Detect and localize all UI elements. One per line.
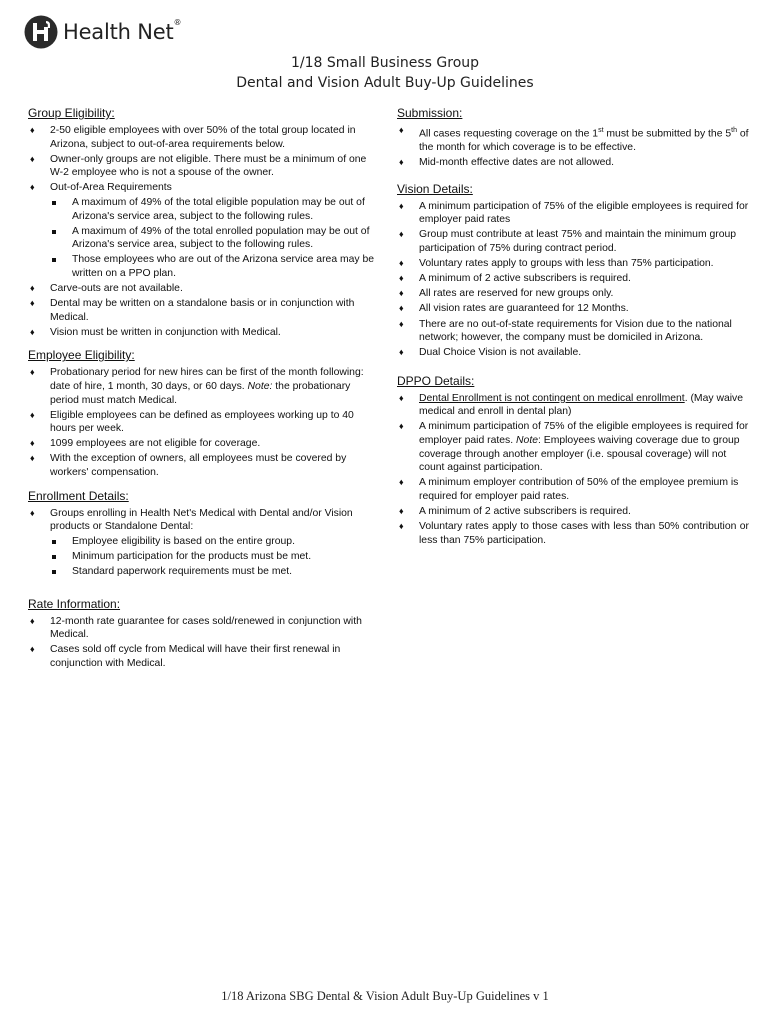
list-item: ♦ Dual Choice Vision is not available.: [397, 346, 749, 360]
section-heading: Rate Information:: [28, 596, 121, 611]
list-item: ♦ Voluntary rates apply to groups with less than 75% participation.: [397, 257, 749, 271]
section-heading: Group Eligibility:: [28, 106, 115, 120]
health-net-logo: [24, 15, 181, 49]
page-footer: 1/18 Arizona SBG Dental & Vision Adult Buy-Up Guidelines v 1: [221, 989, 549, 1003]
list-item: ♦ Groups enrolling in Health Net's Medical with Dental and/or Vision products or Standalone Dental: Employee eligibility is based on the entire group. Minimum participation for the products must be met. Standard paperwork requirements must be met.: [28, 507, 378, 579]
section-heading: Employee Eligibility:: [28, 348, 135, 363]
list-item: ♦ Vision must be written in conjunction with Medical.: [28, 326, 378, 340]
list-item: ♦ A minimum participation of 75% of the eligible employees is required for employer paid rates. Note: Employees waiving coverage due to group coverage through another employer (i.e. spousal coverage) will not count against participation.: [397, 420, 749, 474]
sub-list-item: A maximum of 49% of the total enrolled population may be out of Arizona's service area, subject to the following rules.: [50, 225, 378, 252]
list-item: ♦ Cases sold off cycle from Medical will have their first renewal in conjunction with Medical.: [28, 643, 378, 670]
group-eligibility-section: [28, 106, 378, 339]
list-item: ♦ Group must contribute at least 75% and maintain the minimum group participation of 75% during contract period.: [397, 228, 749, 255]
dppo-details-section: [397, 374, 749, 548]
sub-list-item: Employee eligibility is based on the entire group.: [50, 535, 378, 549]
submission-section: [397, 106, 749, 170]
section-heading: Vision Details:: [397, 181, 473, 196]
list-item: ♦ Carve-outs are not available.: [28, 282, 378, 296]
list-item: ♦ Out-of-Area Requirements A maximum of 49% of the total eligible population may be out of Arizona's service area, subject to the following rules. A maximum of 49% of the total enrolled population may be out of Arizona's service area, subject to the following rules. Those employees who are out of the Arizona service area may be written on a PPO plan.: [28, 181, 378, 280]
list-item: ♦ 2-50 eligible employees with over 50% of the total group located in Arizona, subject to out-of-area requirements below.: [28, 124, 378, 151]
vision-details-section: [397, 182, 749, 360]
list-item: ♦ A minimum employer contribution of 50% of the employee premium is required for employer paid rates.: [397, 476, 749, 503]
section-heading: DPPO Details:: [397, 373, 475, 388]
rate-information-section: [28, 597, 378, 671]
sub-list-item: Minimum participation for the products must be met.: [50, 550, 378, 564]
page-title: [0, 53, 770, 93]
section-heading: Enrollment Details:: [28, 488, 129, 503]
sub-list-item: A maximum of 49% of the total eligible population may be out of Arizona's service area, subject to the following rules.: [50, 196, 378, 223]
list-item: ♦ A minimum of 2 active subscribers is required.: [397, 505, 749, 519]
registered-mark: ®: [173, 18, 182, 27]
title-line-2: Dental and Vision Adult Buy-Up Guidelines: [236, 75, 534, 91]
list-item: ♦ Owner-only groups are not eligible. There must be a minimum of one W-2 employee who is not a spouse of the owner.: [28, 153, 378, 180]
list-item: ♦ A minimum participation of 75% of the eligible employees is required for employer paid rates: [397, 200, 749, 227]
list-item: ♦ Dental may be written on a standalone basis or in conjunction with Medical.: [28, 297, 378, 324]
section-heading: Submission:: [397, 106, 463, 120]
list-item: ♦ Probationary period for new hires can be first of the month following: date of hire, 1 month, 30 days, or 60 days. Note: the probationary period must match Medical.: [28, 366, 378, 407]
logo-wordmark: Health Net®: [63, 18, 182, 44]
list-item: ♦ Voluntary rates apply to those cases with less than 50% contribution or less than 75% participation.: [397, 520, 749, 547]
right-column: [397, 106, 749, 556]
list-item: ♦ Dental Enrollment is not contingent on medical enrollment. (May waive medical and enroll in dental plan): [397, 392, 749, 419]
list-item: ♦ Mid-month effective dates are not allowed.: [397, 156, 749, 170]
list-item: ♦ A minimum of 2 active subscribers is required.: [397, 272, 749, 286]
employee-eligibility-section: [28, 348, 378, 479]
title-line-1: 1/18 Small Business Group: [290, 55, 480, 71]
sub-list-item: Standard paperwork requirements must be met.: [50, 565, 378, 579]
enrollment-details-section: [28, 489, 378, 579]
list-item: ♦ 1099 employees are not eligible for coverage.: [28, 437, 378, 451]
list-item: ♦ All vision rates are guaranteed for 12 Months.: [397, 302, 749, 316]
list-item: ♦ With the exception of owners, all employees must be covered by workers' compensation.: [28, 452, 378, 479]
sub-list-item: Those employees who are out of the Arizona service area may be written on a PPO plan.: [50, 253, 378, 280]
list-item: ♦ All cases requesting coverage on the 1st must be submitted by the 5th of the month for which coverage is to be effective.: [397, 124, 749, 155]
health-net-logo-icon: [24, 15, 58, 49]
list-item: ♦ There are no out-of-state requirements for Vision due to the national network; however, the company must be domiciled in Arizona.: [397, 318, 749, 345]
list-item: ♦ Eligible employees can be defined as employees working up to 40 hours per week.: [28, 409, 378, 436]
list-item: ♦ 12-month rate guarantee for cases sold/renewed in conjunction with Medical.: [28, 615, 378, 642]
list-item: ♦ All rates are reserved for new groups only.: [397, 287, 749, 301]
left-column: [28, 106, 378, 680]
